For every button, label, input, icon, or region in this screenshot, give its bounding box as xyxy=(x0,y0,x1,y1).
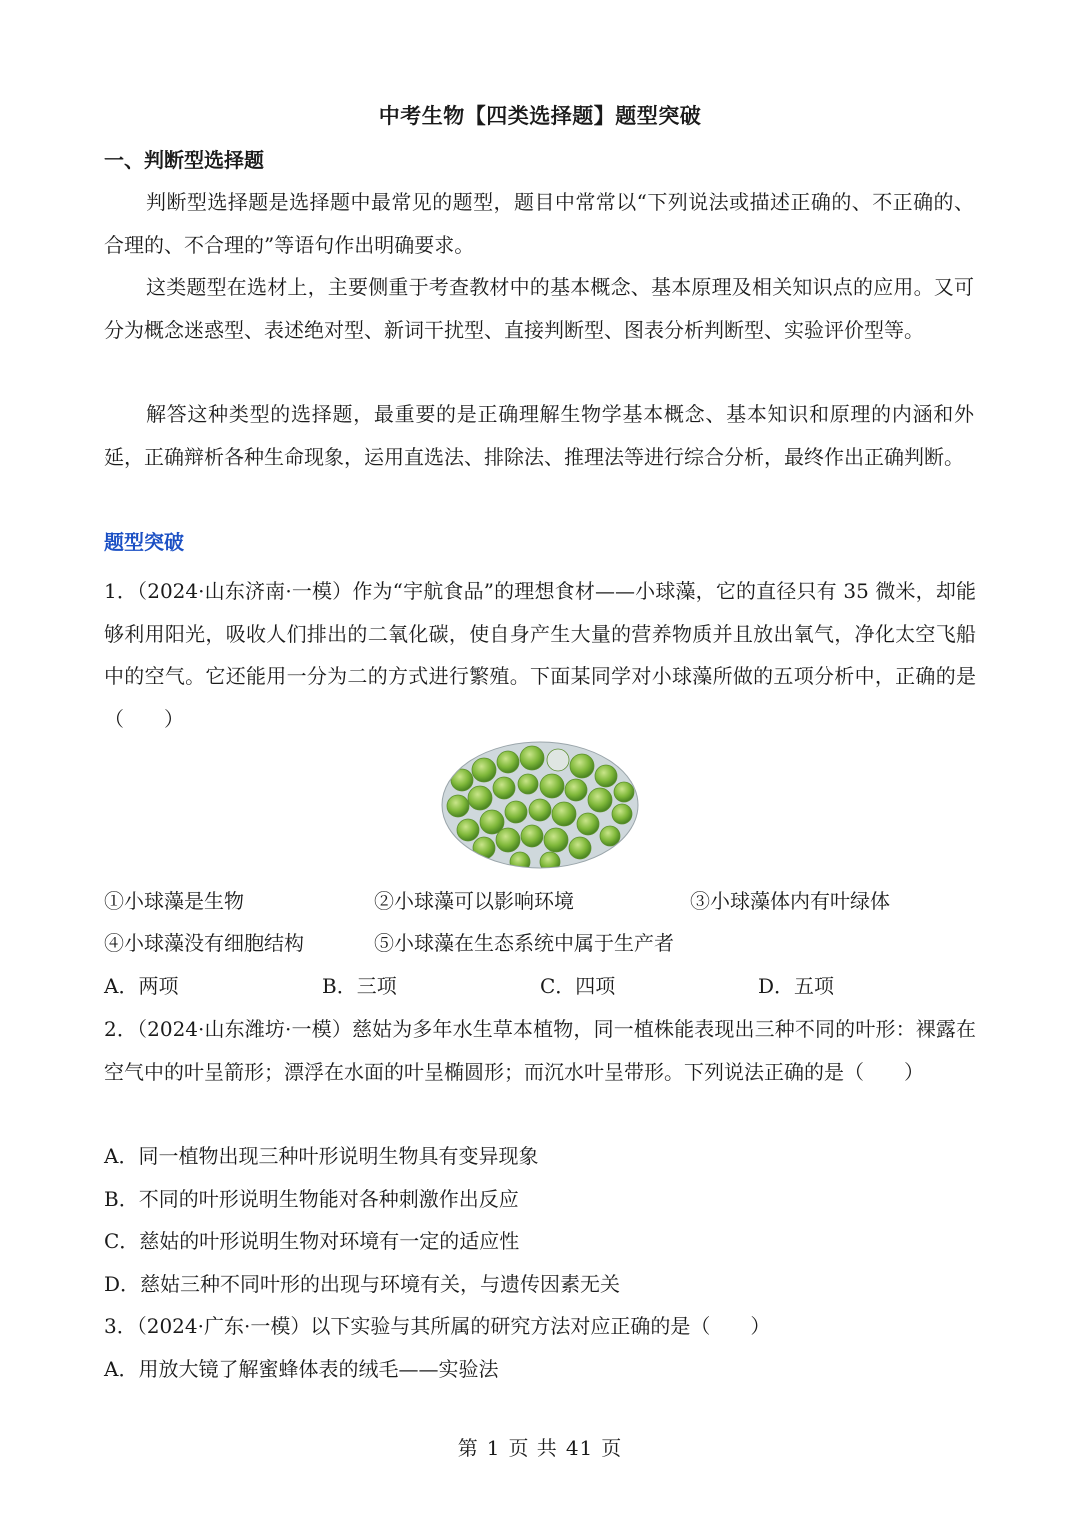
statement-2: ②小球藻可以影响环境 xyxy=(374,889,574,913)
algae-cell xyxy=(614,782,634,802)
footer-page-number: 1 xyxy=(486,1436,501,1460)
statement-5: ⑤小球藻在生态系统中属于生产者 xyxy=(374,931,674,955)
algae-cell xyxy=(547,749,569,771)
algae-cell xyxy=(544,828,568,852)
algae-cell xyxy=(457,819,479,841)
subheading-practice: 题型突破 xyxy=(104,530,184,554)
statement-3: ③小球藻体内有叶绿体 xyxy=(690,889,890,913)
footer-suffix: 页 xyxy=(601,1436,623,1460)
statement-1: ①小球藻是生物 xyxy=(104,889,244,913)
q2-option-a: A．同一植物出现三种叶形说明生物具有变异现象 xyxy=(104,1144,539,1168)
q1-option-b: B．三项 xyxy=(322,974,397,998)
q2-option-c: C．慈姑的叶形说明生物对环境有一定的适应性 xyxy=(104,1229,520,1253)
q1-option-d: D．五项 xyxy=(758,974,835,998)
q1-option-c: C．四项 xyxy=(540,974,616,998)
question-1-stem: 1．（2024·山东济南·一模）作为“宇航食品”的理想食材——小球藻，它的直径只有 35 微米，却能够利用阳光，吸收人们排出的二氧化碳，使自身产生大量的营养物质并且放出氧气，净化太空飞船中的空气。它还能用一分为二的方式进行繁殖。下面某同学对小球藻所做的五项分析中，正确的是（ ） xyxy=(104,579,976,731)
paragraph-3: 解答这种类型的选择题，最重要的是正确理解生物学基本概念、基本知识和原理的内涵和外延，正确辩析各种生命现象，运用直选法、排除法、推理法等进行综合分析，最终作出正确判断。 xyxy=(104,402,974,469)
statement-4: ④小球藻没有细胞结构 xyxy=(104,931,304,955)
page-title: 中考生物【四类选择题】题型突破 xyxy=(378,104,702,128)
algae-cell xyxy=(496,828,520,852)
footer-total-pages: 41 xyxy=(565,1436,594,1460)
q1-option-a: A．两项 xyxy=(104,974,179,998)
algae-cell xyxy=(518,774,538,794)
q3-option-a: A．用放大镜了解蜜蜂体表的绒毛——实验法 xyxy=(104,1357,499,1381)
algae-cell xyxy=(595,765,617,787)
algae-cell xyxy=(505,801,527,823)
question-3-stem: 3．（2024·广东·一模）以下实验与其所属的研究方法对应正确的是（ ） xyxy=(104,1314,771,1338)
algae-cell xyxy=(565,779,587,801)
algae-cell xyxy=(497,751,519,773)
algae-cell xyxy=(451,769,473,791)
algae-cell xyxy=(600,826,620,846)
algae-cell xyxy=(569,837,591,859)
algae-cell xyxy=(588,788,612,812)
algae-cell xyxy=(552,802,576,826)
algae-cell xyxy=(612,804,632,824)
chlorella-micrograph-image xyxy=(440,740,640,870)
section-heading: 一、判断型选择题 xyxy=(104,148,264,172)
algae-cell xyxy=(540,774,564,798)
algae-cell xyxy=(577,813,599,835)
q2-option-d: D．慈姑三种不同叶形的出现与环境有关，与遗传因素无关 xyxy=(104,1272,621,1296)
algae-cell xyxy=(570,754,594,778)
paragraph-1: 判断型选择题是选择题中最常见的题型，题目中常常以“下列说法或描述正确的、不正确的、合理的、不合理的”等语句作出明确要求。 xyxy=(104,190,974,257)
question-2-stem: 2．（2024·山东潍坊·一模）慈姑为多年水生草本植物，同一植株能表现出三种不同的叶形：裸露在空气中的叶呈箭形；漂浮在水面的叶呈椭圆形；而沉水叶呈带形。下列说法正确的是（ ） xyxy=(104,1017,976,1084)
algae-cell xyxy=(520,746,544,770)
algae-cell xyxy=(472,758,496,782)
paragraph-2: 这类题型在选材上，主要侧重于考查教材中的基本概念、基本原理及相关知识点的应用。又可分为概念迷惑型、表述绝对型、新词干扰型、直接判断型、图表分析判断型、实验评价型等。 xyxy=(104,275,974,342)
algae-cell xyxy=(473,837,495,859)
algae-cell xyxy=(521,825,543,847)
footer-middle: 页 共 xyxy=(508,1436,558,1460)
footer-prefix: 第 xyxy=(457,1436,479,1460)
page-footer xyxy=(0,1432,1080,1461)
algae-cell xyxy=(468,786,492,810)
q2-option-b: B．不同的叶形说明生物能对各种刺激作出反应 xyxy=(104,1187,519,1211)
algae-cell xyxy=(493,777,515,799)
algae-cell xyxy=(529,799,551,821)
algae-cell xyxy=(447,795,469,817)
